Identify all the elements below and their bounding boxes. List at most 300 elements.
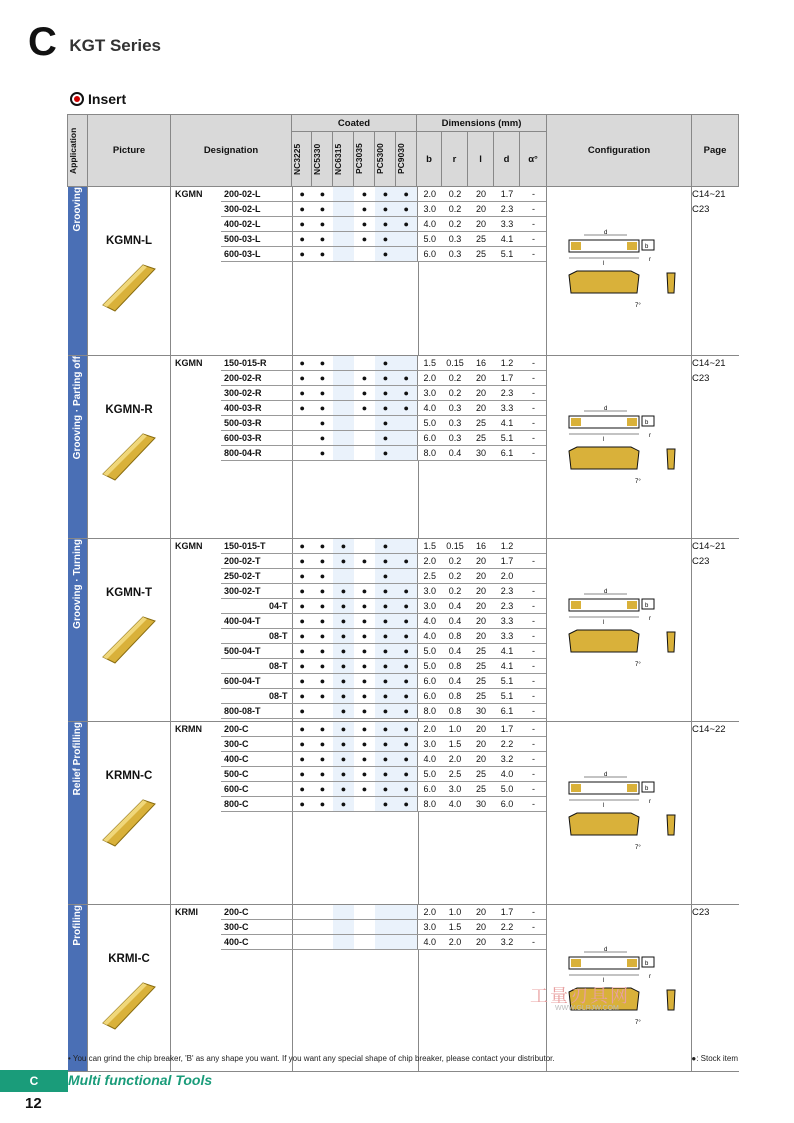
- dimension-value: 3.3: [494, 401, 520, 416]
- stock-dot: ●: [396, 737, 417, 752]
- dimension-value: 20: [468, 386, 494, 401]
- stock-dot: [354, 935, 375, 950]
- dimension-value: 3.0: [442, 782, 468, 797]
- watermark-url: WWW.GLRJW.COM: [555, 1005, 619, 1012]
- stock-dot: [354, 247, 375, 262]
- stock-dot: ●: [312, 386, 333, 401]
- dimension-value: 6.1: [494, 446, 520, 461]
- page-ref: [692, 356, 739, 539]
- dimension-value: 0.3: [442, 416, 468, 431]
- table-row: [171, 752, 547, 767]
- stock-dot: ●: [292, 752, 312, 767]
- svg-text:7°: 7°: [635, 479, 641, 485]
- svg-text:d: d: [604, 589, 608, 595]
- stock-dot: [333, 371, 354, 386]
- designation: 500-03-L: [221, 232, 292, 247]
- stock-dot: ●: [292, 629, 312, 644]
- picture-cell: [88, 905, 171, 1072]
- dimension-value: 2.5: [442, 767, 468, 782]
- dimension-value: 5.0: [417, 659, 442, 674]
- stock-dot: ●: [312, 187, 333, 202]
- dimension-value: 16: [468, 356, 494, 371]
- dimension-value: 1.7: [494, 187, 520, 202]
- product-group: [68, 187, 739, 356]
- tagline: Multi functional Tools: [68, 1072, 213, 1088]
- svg-text:b: b: [645, 786, 649, 792]
- stock-dot: [333, 416, 354, 431]
- stock-dot: ●: [312, 539, 333, 554]
- grade-header: NC3225: [292, 132, 312, 187]
- dimension-value: 6.0: [494, 797, 520, 812]
- stock-dot: ●: [396, 767, 417, 782]
- stock-dot: ●: [333, 539, 354, 554]
- page-ref-item: C14~22: [692, 724, 726, 735]
- dimension-value: 0.2: [442, 371, 468, 386]
- designation: 200-C: [221, 722, 292, 737]
- dimension-value: 0.2: [442, 217, 468, 232]
- dimension-value: 20: [468, 905, 494, 920]
- dimension-value: 20: [468, 614, 494, 629]
- stock-dot: ●: [292, 569, 312, 584]
- table-row: [171, 371, 547, 386]
- stock-dot: ●: [312, 599, 333, 614]
- svg-text:b: b: [645, 603, 649, 609]
- dimension-value: -: [520, 554, 547, 569]
- stock-dot: ●: [292, 767, 312, 782]
- stock-dot: [292, 920, 312, 935]
- dimension-value: 0.4: [442, 446, 468, 461]
- dimension-value: 0.8: [442, 689, 468, 704]
- stock-dot: ●: [354, 202, 375, 217]
- dimension-value: 0.2: [442, 554, 468, 569]
- picture-name: KRMI-C: [108, 953, 150, 965]
- dimension-value: 25: [468, 782, 494, 797]
- stock-dot: ●: [312, 629, 333, 644]
- designation: 150-015-T: [221, 539, 292, 554]
- dimension-value: 1.0: [442, 905, 468, 920]
- stock-dot: ●: [333, 797, 354, 812]
- stock-dot: ●: [354, 614, 375, 629]
- stock-dot: ●: [375, 554, 396, 569]
- table-row: [171, 767, 547, 782]
- svg-text:7°: 7°: [635, 662, 641, 668]
- dimension-value: 20: [468, 569, 494, 584]
- stock-dot: [354, 920, 375, 935]
- page-ref-item: C23: [692, 373, 710, 384]
- grade-header: PC9030: [396, 132, 417, 187]
- dimension-value: 1.5: [417, 356, 442, 371]
- stock-dot: ●: [333, 554, 354, 569]
- stock-dot: [354, 356, 375, 371]
- table-row: [171, 614, 547, 629]
- grade-header: PC5300: [375, 132, 396, 187]
- stock-dot: [292, 905, 312, 920]
- svg-text:b: b: [645, 961, 649, 967]
- stock-dot: [312, 920, 333, 935]
- designation: 800-08-T: [221, 704, 292, 719]
- svg-text:d: d: [604, 772, 608, 778]
- stock-dot: [396, 247, 417, 262]
- dimension-value: -: [520, 416, 547, 431]
- watermark: 工量刃具网: [530, 986, 630, 1006]
- dimension-value: 2.0: [417, 905, 442, 920]
- stock-dot: ●: [333, 722, 354, 737]
- table-row: [171, 554, 547, 569]
- stock-dot: [375, 920, 396, 935]
- stock-dot: ●: [333, 704, 354, 719]
- stock-dot: ●: [396, 797, 417, 812]
- stock-dot: ●: [396, 644, 417, 659]
- dimension-value: 20: [468, 920, 494, 935]
- stock-dot: ●: [292, 674, 312, 689]
- stock-dot: ●: [354, 187, 375, 202]
- insert-picture-icon: [99, 790, 159, 850]
- stock-dot: [396, 935, 417, 950]
- stock-dot: ●: [396, 614, 417, 629]
- stock-dot: [396, 539, 417, 554]
- series-code: KGMN: [175, 541, 203, 551]
- svg-text:r: r: [649, 799, 652, 805]
- configuration-cell: [547, 356, 692, 539]
- dimension-value: 3.3: [494, 629, 520, 644]
- series-code: KRMI: [175, 907, 198, 917]
- dimension-value: -: [520, 935, 547, 950]
- stock-dot: [396, 905, 417, 920]
- page-header: [28, 20, 161, 64]
- stock-dot: ●: [396, 401, 417, 416]
- table-row: [171, 356, 547, 371]
- stock-dot: ●: [354, 704, 375, 719]
- stock-dot: ●: [312, 767, 333, 782]
- insert-picture-icon: [99, 255, 159, 315]
- stock-dot: ●: [375, 689, 396, 704]
- dimension-value: 8.0: [417, 704, 442, 719]
- dimension-value: 25: [468, 416, 494, 431]
- application-label: Relief Profilling: [68, 722, 88, 905]
- dimension-value: 0.3: [442, 232, 468, 247]
- designation: 200-02-T: [221, 554, 292, 569]
- dimension-value: 20: [468, 935, 494, 950]
- table-row: [171, 674, 547, 689]
- stock-dot: ●: [312, 674, 333, 689]
- dimension-value: 0.3: [442, 401, 468, 416]
- configuration-cell: [547, 187, 692, 356]
- stock-dot: ●: [312, 232, 333, 247]
- stock-dot: [396, 232, 417, 247]
- dimension-value: 5.1: [494, 689, 520, 704]
- stock-dot: ●: [354, 752, 375, 767]
- stock-dot: ●: [354, 767, 375, 782]
- dimension-value: -: [520, 356, 547, 371]
- dimension-value: 2.0: [417, 187, 442, 202]
- stock-dot: [396, 446, 417, 461]
- stock-dot: ●: [333, 644, 354, 659]
- stock-dot: [396, 356, 417, 371]
- svg-text:b: b: [645, 244, 649, 250]
- dimension-value: -: [520, 386, 547, 401]
- dimension-value: -: [520, 401, 547, 416]
- designation: 150-015-R: [221, 356, 292, 371]
- dimension-value: 6.0: [417, 674, 442, 689]
- stock-legend: ●: Stock item: [691, 1054, 738, 1063]
- dimension-value: 4.0: [494, 767, 520, 782]
- table-row: [171, 247, 547, 262]
- table-row: [171, 737, 547, 752]
- svg-text:r: r: [649, 616, 652, 622]
- stock-dot: ●: [312, 446, 333, 461]
- grade-header: PC3035: [354, 132, 375, 187]
- series-code: KGMN: [175, 189, 203, 199]
- svg-text:b: b: [645, 420, 649, 426]
- table-row: [171, 782, 547, 797]
- dimension-value: 25: [468, 247, 494, 262]
- stock-dot: ●: [375, 704, 396, 719]
- stock-dot: [396, 920, 417, 935]
- table-row: [171, 416, 547, 431]
- dimension-value: 0.4: [442, 644, 468, 659]
- dimension-value: 0.4: [442, 674, 468, 689]
- product-group: [68, 905, 739, 1072]
- dimension-value: 1.5: [417, 539, 442, 554]
- designation: 400-04-T: [221, 614, 292, 629]
- stock-dot: ●: [292, 187, 312, 202]
- stock-dot: ●: [312, 554, 333, 569]
- dimension-value: -: [520, 722, 547, 737]
- page-number: 12: [25, 1095, 42, 1112]
- dimension-value: -: [520, 584, 547, 599]
- dim-header: b: [417, 132, 442, 187]
- stock-dot: ●: [396, 674, 417, 689]
- stock-dot: ●: [396, 187, 417, 202]
- dimension-value: -: [520, 689, 547, 704]
- stock-dot: [396, 569, 417, 584]
- stock-dot: ●: [354, 722, 375, 737]
- dimension-value: -: [520, 737, 547, 752]
- stock-dot: [312, 935, 333, 950]
- chapter-letter: C: [28, 20, 57, 64]
- designation: 200-C: [221, 905, 292, 920]
- dimension-value: 16: [468, 539, 494, 554]
- designation: 500-04-T: [221, 644, 292, 659]
- stock-dot: [312, 704, 333, 719]
- stock-dot: ●: [396, 629, 417, 644]
- stock-dot: ●: [375, 356, 396, 371]
- stock-dot: ●: [292, 247, 312, 262]
- dimension-value: 5.1: [494, 431, 520, 446]
- stock-dot: ●: [354, 232, 375, 247]
- dimension-value: 8.0: [417, 797, 442, 812]
- stock-dot: [333, 401, 354, 416]
- picture-name: KRMN-C: [105, 770, 153, 782]
- table-row: [171, 644, 547, 659]
- product-group: [68, 722, 739, 905]
- stock-dot: ●: [354, 386, 375, 401]
- dimension-value: 20: [468, 202, 494, 217]
- stock-dot: [354, 416, 375, 431]
- stock-dot: ●: [375, 247, 396, 262]
- stock-dot: ●: [292, 782, 312, 797]
- stock-dot: ●: [375, 644, 396, 659]
- stock-dot: ●: [292, 659, 312, 674]
- stock-dot: ●: [312, 401, 333, 416]
- dimension-value: 3.0: [417, 202, 442, 217]
- stock-dot: [333, 431, 354, 446]
- stock-dot: ●: [292, 386, 312, 401]
- table-row: [171, 935, 547, 950]
- designation: 400-C: [221, 752, 292, 767]
- series-code: KGMN: [175, 358, 203, 368]
- dim-header: d: [494, 132, 520, 187]
- stock-dot: ●: [354, 782, 375, 797]
- stock-dot: ●: [312, 371, 333, 386]
- stock-dot: ●: [375, 401, 396, 416]
- stock-dot: ●: [375, 416, 396, 431]
- designation: 600-03-L: [221, 247, 292, 262]
- stock-dot: ●: [354, 659, 375, 674]
- dimension-value: -: [520, 217, 547, 232]
- stock-dot: ●: [396, 689, 417, 704]
- footnote-text: • You can grind the chip breaker, 'B' as any shape you want. If you want any special shape of chip breaker, please contact your distributor.: [68, 1054, 555, 1063]
- dimension-value: 4.1: [494, 416, 520, 431]
- dimension-value: 3.0: [417, 920, 442, 935]
- stock-dot: ●: [333, 767, 354, 782]
- dimension-value: 3.0: [417, 737, 442, 752]
- svg-text:d: d: [604, 947, 608, 953]
- stock-dot: ●: [312, 659, 333, 674]
- stock-dot: ●: [375, 187, 396, 202]
- picture-cell: [88, 356, 171, 539]
- col-designation: Designation: [171, 115, 292, 187]
- configuration-diagram: [549, 767, 689, 857]
- dimension-value: 2.2: [494, 737, 520, 752]
- dimension-value: 25: [468, 689, 494, 704]
- svg-text:7°: 7°: [635, 845, 641, 851]
- picture-cell: [88, 187, 171, 356]
- table-row: [171, 920, 547, 935]
- stock-dot: ●: [292, 232, 312, 247]
- dimension-value: 6.0: [417, 689, 442, 704]
- designation: 08-T: [221, 689, 292, 704]
- designation: 800-C: [221, 797, 292, 812]
- stock-dot: ●: [292, 217, 312, 232]
- stock-dot: ●: [375, 386, 396, 401]
- stock-dot: [333, 217, 354, 232]
- dimension-value: 0.3: [442, 247, 468, 262]
- stock-dot: [396, 416, 417, 431]
- stock-dot: ●: [396, 782, 417, 797]
- dimension-value: 0.3: [442, 431, 468, 446]
- table-row: [171, 446, 547, 461]
- stock-dot: [396, 431, 417, 446]
- product-group: [68, 539, 739, 722]
- stock-dot: ●: [312, 737, 333, 752]
- designation: 400-03-R: [221, 401, 292, 416]
- stock-dot: [292, 431, 312, 446]
- dimension-value: 4.0: [417, 752, 442, 767]
- page-ref: [692, 539, 739, 722]
- application-label: Grooving · Turning: [68, 539, 88, 722]
- stock-dot: [333, 920, 354, 935]
- insert-picture-icon: [99, 424, 159, 484]
- picture-name: KGMN-T: [106, 587, 152, 599]
- dimension-value: 2.3: [494, 599, 520, 614]
- dimension-value: 3.0: [417, 584, 442, 599]
- stock-dot: ●: [312, 356, 333, 371]
- stock-dot: ●: [292, 689, 312, 704]
- stock-dot: ●: [396, 371, 417, 386]
- dimension-value: 8.0: [417, 446, 442, 461]
- dimension-value: 0.8: [442, 659, 468, 674]
- dimension-value: 2.0: [417, 554, 442, 569]
- svg-text:l: l: [603, 978, 605, 984]
- stock-dot: ●: [354, 644, 375, 659]
- stock-dot: ●: [375, 539, 396, 554]
- dimension-value: 3.2: [494, 935, 520, 950]
- stock-dot: ●: [292, 356, 312, 371]
- stock-dot: ●: [312, 752, 333, 767]
- table-row: [171, 722, 547, 737]
- stock-dot: [333, 569, 354, 584]
- table-row: [171, 584, 547, 599]
- dimension-value: 4.1: [494, 659, 520, 674]
- dimension-value: 5.1: [494, 247, 520, 262]
- stock-dot: ●: [375, 659, 396, 674]
- stock-dot: ●: [354, 554, 375, 569]
- dimension-value: -: [520, 431, 547, 446]
- stock-dot: ●: [333, 599, 354, 614]
- dimension-value: 30: [468, 446, 494, 461]
- designation: 08-T: [221, 659, 292, 674]
- stock-dot: ●: [333, 737, 354, 752]
- designation: 200-02-R: [221, 371, 292, 386]
- insert-picture-icon: [99, 973, 159, 1033]
- dimension-value: 1.5: [442, 737, 468, 752]
- table-row: [171, 539, 547, 554]
- stock-dot: ●: [375, 737, 396, 752]
- stock-dot: ●: [312, 584, 333, 599]
- table-row: [171, 187, 547, 202]
- table-row: [171, 797, 547, 812]
- product-group: [68, 356, 739, 539]
- stock-dot: [312, 905, 333, 920]
- dimension-value: 4.1: [494, 644, 520, 659]
- stock-dot: [333, 202, 354, 217]
- stock-dot: ●: [292, 737, 312, 752]
- dimension-value: -: [520, 920, 547, 935]
- dimension-value: 0.4: [442, 614, 468, 629]
- dimension-value: 0.15: [442, 539, 468, 554]
- table-row: [171, 401, 547, 416]
- dimension-value: 5.0: [494, 782, 520, 797]
- table-row: [171, 202, 547, 217]
- stock-dot: ●: [312, 644, 333, 659]
- stock-dot: ●: [375, 722, 396, 737]
- dimension-value: 20: [468, 217, 494, 232]
- page-ref-item: C14~21: [692, 541, 726, 552]
- dimension-value: 5.0: [417, 416, 442, 431]
- dimension-value: 0.2: [442, 386, 468, 401]
- stock-dot: [354, 569, 375, 584]
- dimension-value: -: [520, 247, 547, 262]
- table-row: [171, 386, 547, 401]
- dimension-value: 0.2: [442, 187, 468, 202]
- dimension-value: 20: [468, 187, 494, 202]
- stock-dot: ●: [375, 599, 396, 614]
- picture-cell: [88, 539, 171, 722]
- dimension-value: -: [520, 752, 547, 767]
- stock-dot: ●: [292, 704, 312, 719]
- stock-dot: ●: [333, 674, 354, 689]
